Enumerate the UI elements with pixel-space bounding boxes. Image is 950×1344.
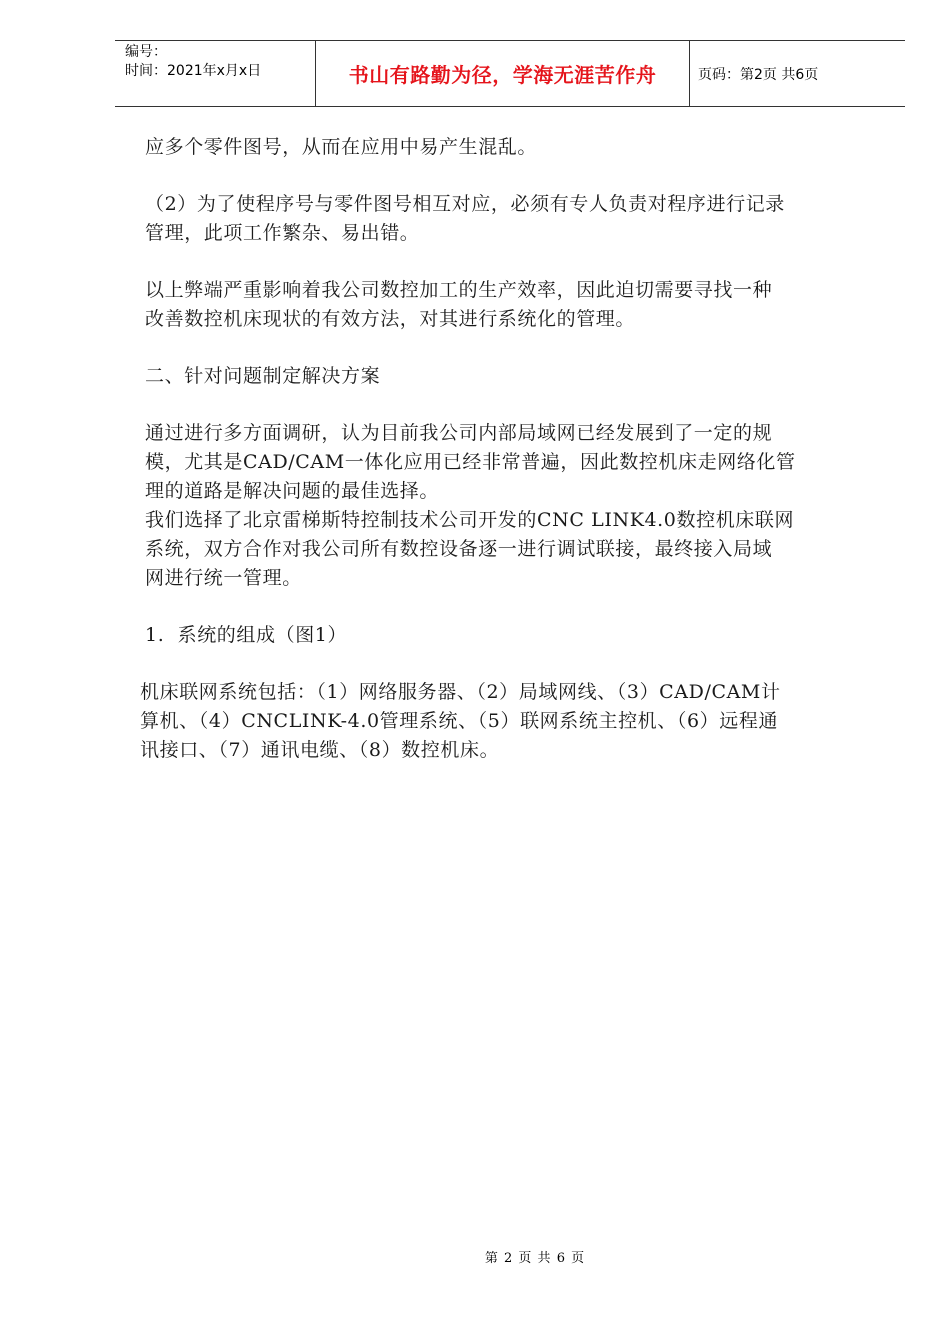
paragraph-5-line-2: 系统，双方合作对我公司所有数控设备逐一进行调试联接，最终接入局域 [145,538,773,560]
paragraph-4-line-3: 理的道路是解决问题的最佳选择。 [145,480,440,502]
paragraph-5-line-1: 我们选择了北京雷梯斯特控制技术公司开发的CNC LINK4.0数控机床联网 [145,509,795,531]
paragraph-6-line-1: 机床联网系统包括：（1）网络服务器、（2）局域网线、（3）CAD/CAM计 [140,681,781,703]
paragraph-3-line-1: 以上弊端严重影响着我公司数控加工的生产效率，因此迫切需要寻找一种 [145,279,773,301]
paragraph-2-line-2: 管理，此项工作繁杂、易出错。 [145,222,420,244]
header-motto: 书山有路勤为径，学海无涯苦作舟 [316,41,690,106]
page-header [115,40,905,107]
paragraph-4-line-2: 模，尤其是CAD/CAM一体化应用已经非常普遍，因此数控机床走网络化管 [145,451,796,473]
paragraph-6-line-2: 算机、（4）CNCLINK-4.0管理系统、（5）联网系统主控机、（6）远程通 [140,710,779,732]
section-heading-2: 二、针对问题制定解决方案 [145,365,381,387]
paragraph-3-line-2: 改善数控机床现状的有效方法，对其进行系统化的管理。 [145,308,636,330]
document-body [140,133,870,765]
page-footer: 第 2 页 共 6 页 [484,1251,586,1266]
paragraph-2-line-1: （2）为了使程序号与零件图号相互对应，必须有专人负责对程序进行记录 [145,193,785,215]
doc-number-label: 编号： [125,44,167,60]
paragraph-4-line-1: 通过进行多方面调研，认为目前我公司内部局域网已经发展到了一定的规 [145,422,773,444]
paragraph-1: 应多个零件图号，从而在应用中易产生混乱。 [145,136,538,158]
subheading-1: 1. 系统的组成（图1） [145,624,348,646]
time-label: 时间：2021年x月x日 [125,63,262,79]
paragraph-5-line-3: 网进行统一管理。 [145,567,302,589]
header-meta [115,41,316,106]
header-page-info: 页码：第2页 共6页 [698,66,819,83]
paragraph-6-line-3: 讯接口、（7）通讯电缆、（8）数控机床。 [140,739,500,761]
